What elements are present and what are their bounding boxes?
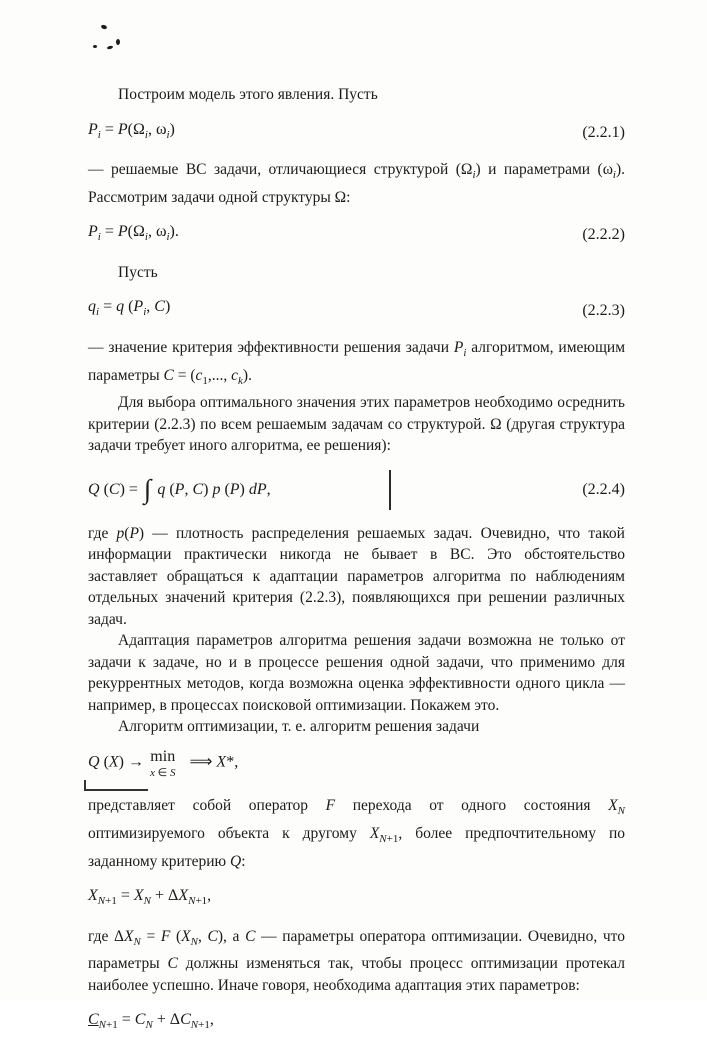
formula-body: $q_i = q$ ($P_i$, C) xyxy=(88,298,171,319)
formula-c-next xyxy=(88,1009,625,1037)
paragraph-operator: представляет собой оператор F перехода от одного состояния $X_N$ оптимизируемого объекта к другому $X_{N+1}$, более предпочтительному по заданному критерию Q: xyxy=(88,797,625,870)
equation-number: (2.2.4) xyxy=(582,481,625,499)
paragraph-params: где $\Delta X_N = F$ ($X_N$, C), а C — параметры оператора оптимизации. Очевидно, что параметры C должны изменяться так, чтобы процесс оптимизации протекал наиболее успешно. Иначе говоря, необходима адаптация этих параметров: xyxy=(88,927,625,994)
min-subscript: x ∈ S xyxy=(150,767,176,780)
formula-body: $P_i = P(\Omega_i$, $\omega_i$) xyxy=(88,120,175,141)
min-operator: min xyxy=(150,747,176,765)
formula-2-2-1 xyxy=(88,119,625,147)
integral-formula: Q (C) = ∫ q (P, C) p (P) dP, xyxy=(88,473,271,504)
formula-body: $C_{N+1} = C_N + \Delta C_{N+1}$, xyxy=(88,1011,214,1032)
scan-speck-artifact xyxy=(107,45,114,49)
equation-number: (2.2.2) xyxy=(582,226,625,244)
formula-body xyxy=(88,470,391,510)
paragraph-criterion: — значение критерия эффективности решения задачи $P_i$ алгоритмом, имеющим параметры $C = (c_1$,..., $c_k$). xyxy=(88,339,626,387)
scan-speck-artifact xyxy=(116,39,120,45)
scan-speck-artifact xyxy=(93,45,97,48)
formula-body: $X_{N+1} = X_N + \Delta X_{N+1}$, xyxy=(88,887,212,908)
paragraph-choice: Для выбора оптимального значения этих параметров необходимо осреднить критерии (2.2.3) по всем решаемым задачам со структурой. Ω (другая структура задачи требует иного алгоритма, ее решения): xyxy=(88,394,625,455)
formula-min-right: ⟹ X*, xyxy=(189,753,239,771)
formula-min xyxy=(88,746,625,780)
paragraph-let: Пусть xyxy=(118,263,158,281)
formula-min-left: Q (X) → xyxy=(88,753,144,771)
scan-corner-artifact xyxy=(84,780,148,791)
formula-x-next xyxy=(88,885,625,913)
paragraph-algorithm: Алгоритм оптимизации, т. е. алгоритм решения задачи xyxy=(118,718,480,736)
scan-speck-artifact xyxy=(100,24,107,30)
paragraph-adaptation: Адаптация параметров алгоритма решения задачи возможна не только от задачи к задаче, но и в процессе решения одной задачи, что применимо для рекуррентных методов, когда возможна оценка эффективности одного цикла — например, в процессах поисковой оптимизации. Покажем это. xyxy=(88,632,625,714)
formula-body: $P_i = P(\Omega_i$, $\omega_i$). xyxy=(88,223,179,244)
formula-body xyxy=(88,746,238,780)
paragraph-tasks: — решаемые ВС задачи, отличающиеся структурой $(\Omega_i)$ и параметрами $(\omega_i)$. Рассмотрим задачи одной структуры Ω: xyxy=(88,161,626,206)
formula-2-2-2 xyxy=(88,221,625,249)
equation-number: (2.2.1) xyxy=(582,123,625,141)
formula-2-2-4 xyxy=(88,470,625,510)
min-over-set xyxy=(150,746,175,780)
formula-2-2-3 xyxy=(88,296,625,324)
paragraph-density: где p(P) — плотность распределения решаемых задач. Очевидно, что такой информации практически никогда не бывает в ВС. Это обстоятельство заставляет обращаться к адаптации параметров алгоритма по наблюдениям отдельных значений критерия (2.2.3), появляющихся при решении различных задач. xyxy=(88,524,625,628)
scan-line-artifact xyxy=(389,470,391,510)
page-body-text xyxy=(88,84,625,1050)
paragraph-intro: Построим модель этого явления. Пусть xyxy=(118,86,378,103)
equation-number: (2.2.3) xyxy=(582,301,625,319)
